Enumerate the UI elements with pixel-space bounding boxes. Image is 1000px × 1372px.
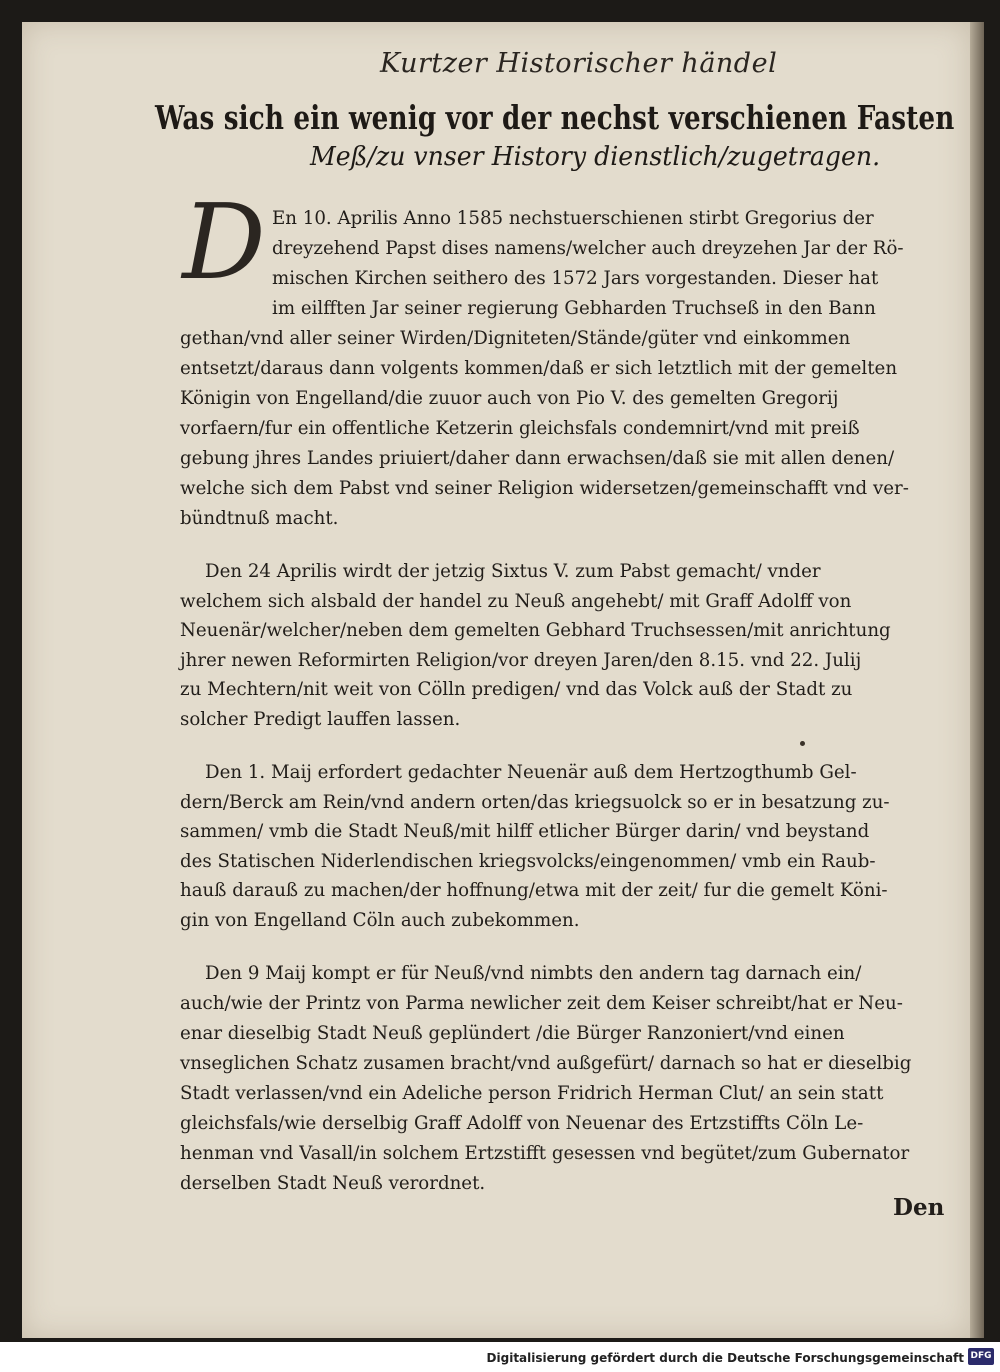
- text-line: gebung jhres Landes priuiert/daher dann erwachsen/daß sie mit allen denen/: [180, 448, 895, 469]
- text-line: dern/Berck am Rein/vnd andern orten/das kriegsuolck so er in besatzung zu-: [180, 791, 890, 813]
- text-line: mischen Kirchen seithero des 1572 Jars vorgestanden. Dieser hat: [272, 268, 879, 289]
- text-line: zu Mechtern/nit weit von Cölln predigen/ vnd das Volck auß der Stadt zu: [180, 679, 853, 701]
- text-line: dreyzehend Papst dises namens/welcher auch dreyzehen Jar der Rö-: [272, 238, 904, 259]
- running-head: Kurtzer Historischer händel: [380, 48, 778, 79]
- text-line: jhrer newen Reformirten Religion/vor dreyen Jaren/den 8.15. vnd 22. Julij: [180, 649, 862, 671]
- text-line: gin von Engelland Cöln auch zubekommen.: [180, 910, 580, 931]
- dfg-logo: DFG: [968, 1348, 994, 1365]
- text-line: Königin von Engelland/die zuuor auch von Pio V. des gemelten Gregorij: [180, 388, 839, 409]
- text-line: En 10. Aprilis Anno 1585 nechstuerschienen stirbt Gregorius der: [272, 208, 874, 229]
- text-line: vnseglichen Schatz zusamen bracht/vnd außgefürt/ darnach so hat er dieselbig: [180, 1053, 912, 1074]
- page-edge: [970, 22, 984, 1338]
- text-line: sammen/ vmb die Stadt Neuß/mit hilff etlicher Bürger darin/ vnd beystand: [180, 821, 870, 843]
- text-line: Den 1. Maij erfordert gedachter Neuenär auß dem Hertzogthumb Gel-: [205, 762, 857, 783]
- heading-line-2: Meß/zu vnser History dienstlich/zugetragen.: [310, 142, 881, 172]
- text-line: henman vnd Vasall/in solchem Ertzstifft gesessen vnd begütet/zum Gubernator: [180, 1143, 910, 1164]
- decorated-initial: D: [182, 181, 266, 303]
- heading-line-1: Was sich ein wenig vor der nechst verschienen Fasten: [155, 98, 955, 137]
- text-line: gethan/vnd aller seiner Wirden/Digniteten/Stände/güter vnd einkommen: [180, 328, 851, 349]
- footer-credit: Digitalisierung gefördert durch die Deutsche Forschungsgemeinschaft: [486, 1351, 964, 1365]
- text-line: Neuenär/welcher/neben dem gemelten Gebhard Truchsessen/mit anrichtung: [180, 620, 891, 642]
- text-line: derselben Stadt Neuß verordnet.: [180, 1173, 486, 1194]
- text-line: hauß darauß zu machen/der hoffnung/etwa mit der zeit/ fur die gemelt Köni-: [180, 880, 888, 902]
- text-line: des Statischen Niderlendischen kriegsvolcks/eingenommen/ vmb ein Raub-: [180, 850, 876, 872]
- text-line: bündtnuß macht.: [180, 508, 339, 529]
- text-line: Den 24 Aprilis wirdt der jetzig Sixtus V. zum Pabst gemacht/ vnder: [205, 561, 821, 582]
- text-line: vorfaern/fur ein offentliche Ketzerin gleichsfals condemnirt/vnd mit preiß: [180, 418, 860, 439]
- text-line: welchem sich alsbald der handel zu Neuß angehebt/ mit Graff Adolff von: [180, 590, 852, 612]
- text-line: enar dieselbig Stadt Neuß geplündert /die Bürger Ranzoniert/vnd einen: [180, 1023, 845, 1044]
- text-line: gleichsfals/wie derselbig Graff Adolff von Neuenar des Ertzstiffts Cöln Le-: [180, 1113, 864, 1134]
- text-line: solcher Predigt lauffen lassen.: [180, 709, 461, 730]
- text-line: Stadt verlassen/vnd ein Adeliche person Fridrich Herman Clut/ an sein statt: [180, 1083, 884, 1104]
- text-line: welche sich dem Pabst vnd seiner Religion widersetzen/gemeinschafft vnd ver-: [180, 478, 909, 499]
- catchword: Den: [893, 1194, 945, 1221]
- text-line: im eilfften Jar seiner regierung Gebharden Truchseß in den Bann: [272, 298, 876, 319]
- text-line: auch/wie der Printz von Parma newlicher zeit dem Keiser schreibt/hat er Neu-: [180, 993, 903, 1014]
- ink-dot: [800, 741, 805, 746]
- text-line: Den 9 Maij kompt er für Neuß/vnd nimbts den andern tag darnach ein/: [205, 963, 862, 984]
- text-line: entsetzt/daraus dann volgents kommen/daß er sich letztlich mit der gemelten: [180, 358, 898, 379]
- footer-bar: [0, 1342, 1000, 1372]
